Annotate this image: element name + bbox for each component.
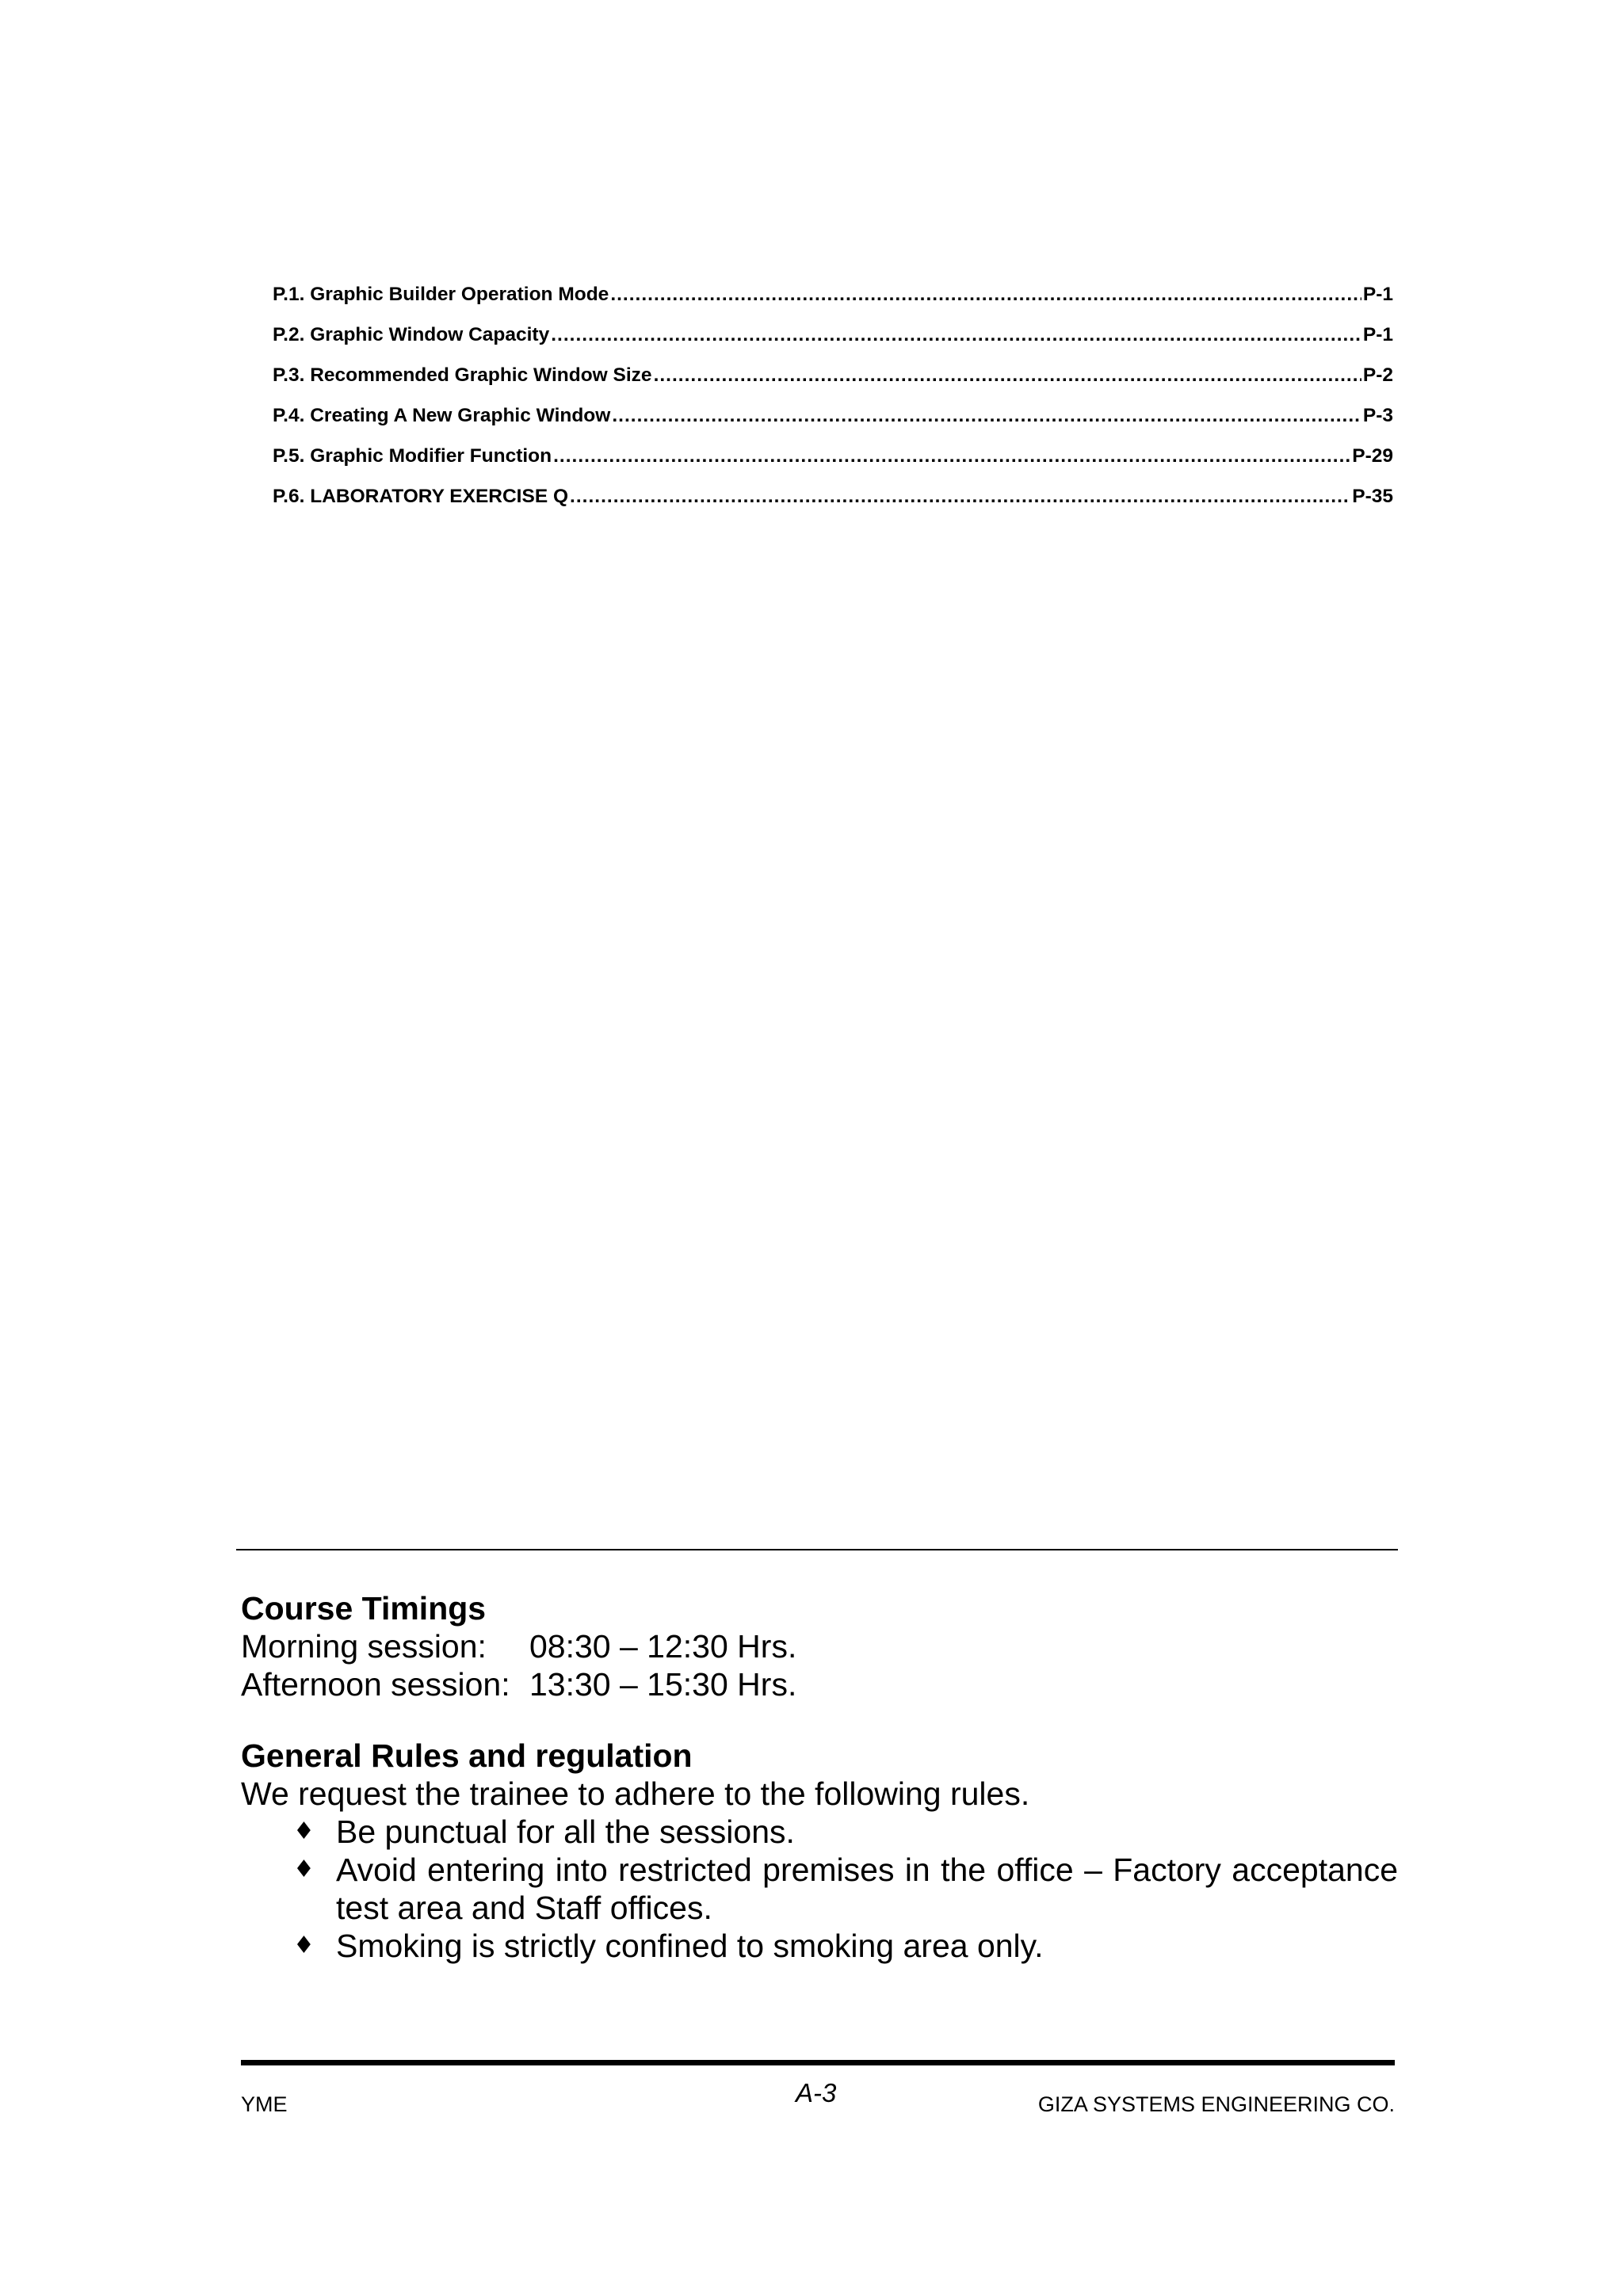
toc-entry[interactable] [273,445,1393,486]
toc-entry[interactable] [273,284,1393,324]
toc-entry-page: P-3 [1362,405,1393,426]
toc-entry-title: P.4. Creating A New Graphic Window [273,405,611,426]
toc-entry[interactable] [273,405,1393,445]
toc-dot-leader [654,364,1361,387]
toc-entry-title: P.6. LABORATORY EXERCISE Q [273,486,569,507]
diamond-bullet-icon: ♦ [293,1855,315,1883]
course-timings-heading: Course Timings [241,1590,487,1627]
toc-dot-leader [551,324,1361,346]
list-item [241,1927,1398,1965]
rule-text: Smoking is strictly confined to smoking area only. [336,1928,1044,1964]
timing-label: Afternoon session: [241,1666,510,1703]
toc-dot-leader [610,284,1361,306]
list-item [241,1813,1398,1851]
timing-label: Morning session: [241,1628,487,1665]
page-number: A-3 [796,2078,837,2107]
rule-text: Avoid entering into restricted premises in the office – Factory acceptance test area and Staff offices. [336,1852,1398,1926]
toc-entry-title: P.5. Graphic Modifier Function [273,445,552,467]
toc-entry[interactable] [273,364,1393,405]
toc-entry-title: P.1. Graphic Builder Operation Mode [273,284,609,305]
timing-value: 13:30 – 15:30 Hrs. [529,1666,797,1703]
timing-row-morning [241,1627,1398,1665]
toc-entry[interactable] [273,324,1393,364]
rules-list [241,1813,1398,1965]
table-of-contents [273,284,1393,526]
general-rules-intro: We request the trainee to adhere to the following rules. [241,1775,1030,1812]
course-timings-section [241,1589,1398,1703]
toc-entry[interactable] [273,486,1393,526]
toc-entry-page: P-2 [1362,364,1393,386]
footer-company-name: GIZA SYSTEMS ENGINEERING CO. [1037,2092,1395,2116]
toc-dot-leader [553,445,1350,467]
toc-entry-title: P.2. Graphic Window Capacity [273,324,550,345]
toc-dot-leader [570,486,1350,508]
footer-left-text: YME [241,2092,288,2116]
toc-entry-page: P-1 [1362,284,1393,305]
toc-entry-title: P.3. Recommended Graphic Window Size [273,364,652,386]
timing-value: 08:30 – 12:30 Hrs. [529,1628,797,1665]
rule-text: Be punctual for all the sessions. [336,1814,795,1850]
general-rules-heading: General Rules and regulation [241,1737,693,1774]
list-item [241,1851,1398,1927]
diamond-bullet-icon: ♦ [293,1932,315,1959]
timing-row-afternoon [241,1665,1398,1703]
general-rules-section [241,1737,1398,1965]
diamond-bullet-icon: ♦ [293,1817,315,1845]
toc-dot-leader [612,405,1361,427]
toc-entry-page: P-29 [1352,445,1393,467]
toc-entry-page: P-35 [1352,486,1393,507]
toc-entry-page: P-1 [1362,324,1393,345]
footer-rule [241,2060,1395,2065]
section-divider [236,1549,1398,1550]
